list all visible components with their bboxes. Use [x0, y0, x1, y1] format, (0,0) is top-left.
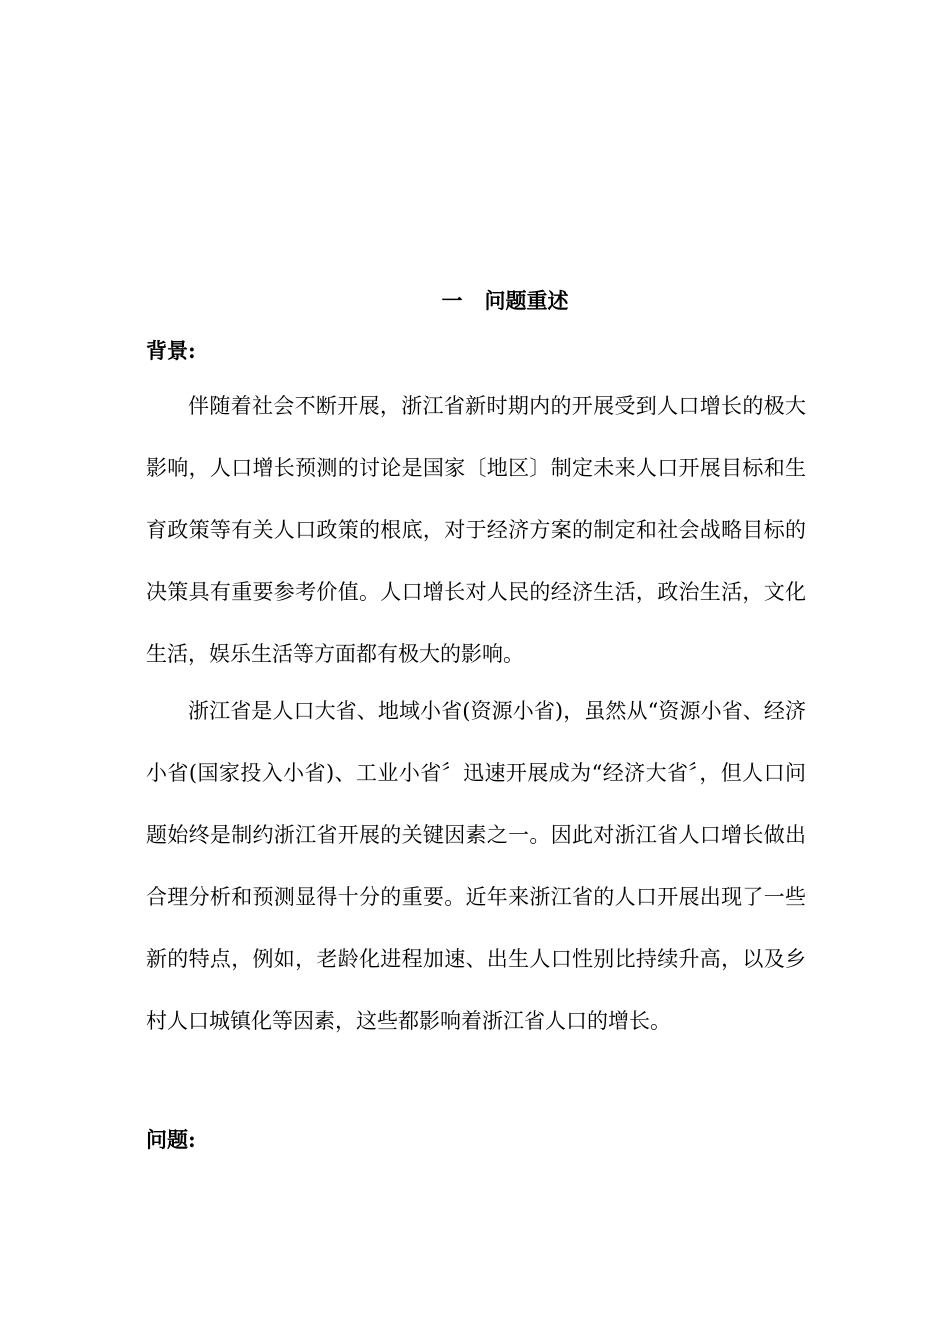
paragraph-background-1: 伴随着社会不断开展，浙江省新时期内的开展受到人口增长的极大影响，人口增长预测的讨论是国家〔地区〕制定未来人口开展目标和生育政策等有关人口政策的根底，对于经济方案的制定和社会战略目标的决策具有重要参考价值。人口增长对人民的经济生活，政治生活，文化生活，娱乐生活等方面都有极大的影响。 [146, 394, 806, 666]
question-label: 问题: [146, 1127, 196, 1152]
paragraph-background-2: 浙江省是人口大省、地域小省(资源小省)，虽然从“资源小省、经济小省(国家投入小省)、工业小省〞迅速开展成为“经济大省〞，但人口问题始终是制约浙江省开展的关键因素之一。因此对浙江省人口增长做出合理分析和预测显得十分的重要。近年来浙江省的人口开展出现了一些新的特点，例如，老龄化进程加速、出生人口性别比持续升高，以及乡村人口城镇化等因素，这些都影响着浙江省人口的增长。 [146, 699, 806, 1033]
section-number: 一 [441, 288, 463, 313]
section-heading [0, 284, 950, 318]
section-title: 问题重述 [484, 288, 569, 313]
background-label: 背景: [146, 338, 196, 363]
